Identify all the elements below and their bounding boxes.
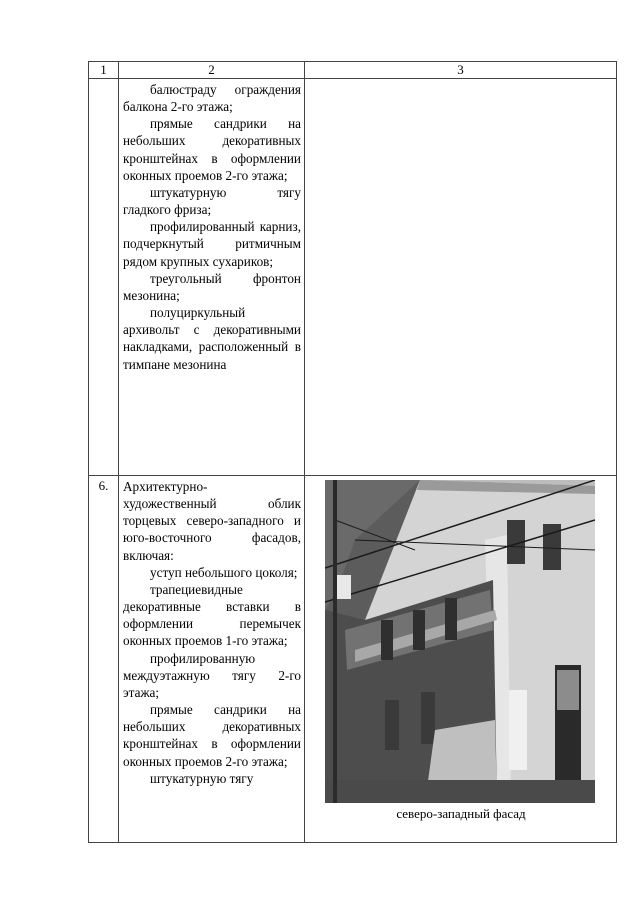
table-row (89, 476, 617, 843)
building-facade-image (325, 480, 595, 803)
header-row (89, 62, 617, 79)
list-item: треугольный фронтон мезонина; (123, 270, 301, 303)
list-item: штукатурную тягу (150, 770, 254, 786)
list-item: уступ небольшого цоколя; (150, 564, 298, 580)
facade-photo (325, 480, 595, 803)
table-row (89, 79, 617, 476)
description-cell (119, 476, 305, 843)
list-item: полуциркульный архивольт с декоративными накладками, расположенный в тимпане мезонина (123, 305, 301, 372)
heritage-table (88, 61, 617, 843)
image-cell (305, 476, 617, 843)
list-item: прямые сандрики на небольших декоративных кронштейнах в оформлении оконных проемов 2-го этажа; (123, 702, 301, 769)
header-col-2: 2 (119, 62, 305, 79)
header-col-3: 3 (305, 62, 617, 79)
photo-caption: северо-западный фасад (396, 806, 526, 821)
row-number: 6. (89, 476, 119, 843)
list-item: балюстраду ограждения балкона 2-го этажа; (123, 82, 301, 115)
header-col-1: 1 (89, 62, 119, 79)
row-number (89, 79, 119, 476)
list-item: штукатурную тягу гладкого фриза; (123, 184, 301, 218)
list-item: профилированный карниз, подчеркнутый ритмичным рядом крупных сухариков; (123, 219, 301, 269)
list-item: трапециевидные декоративные вставки в оформлении перемычек оконных проемов 1-го этажа; (123, 581, 301, 649)
list-item: профилированную междуэтажную тягу 2-го этажа; (123, 650, 301, 700)
list-item-intro: Архитектурно-художественный облик торцевых северо-западного и юго-восточного фасадов, включая: (123, 479, 301, 563)
description-cell (119, 79, 305, 476)
list-item: прямые сандрики на небольших декоративных кронштейнах в оформлении оконных проемов 2-го этажа; (123, 116, 301, 183)
image-cell-empty (305, 79, 617, 476)
